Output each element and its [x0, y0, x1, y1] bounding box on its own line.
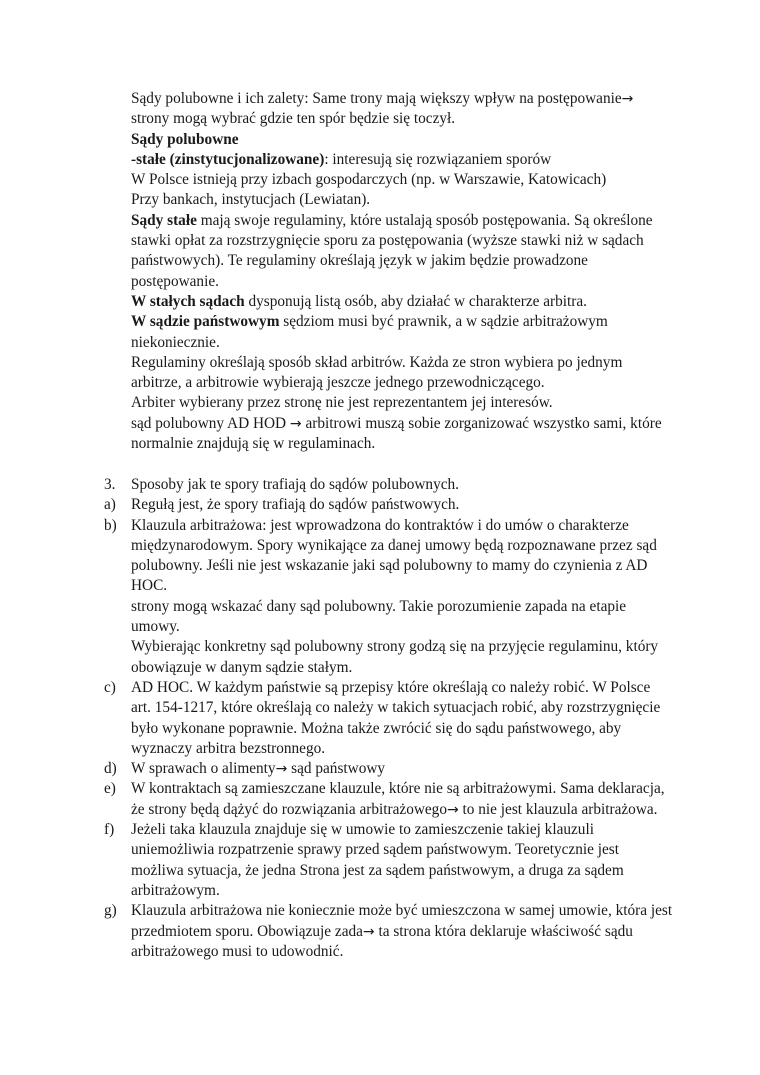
list-item-text: Klauzula arbitrażowa: jest wprowadzona do kontraktów i do umów o charakterze międzynarodowym. Spory wynikające za danej umowy będą rozpoznawane przez sąd polubowny. Jeśli nie jest wskazanie jaki sąd polubowny to mamy do czynienia z AD HOC. strony mogą wskazać dany sąd polubowny. Takie porozumienie zapada na etapie umowy. Wybierając konkretny sąd polubowny strony godzą się na przyjęcie regulaminu, który obowiązuje w danym sądzie stałym. [131, 516, 659, 676]
intro-paragraph-arbiter: Arbiter wybierany przez stronę nie jest reprezentantem jej interesów. [131, 394, 553, 412]
list-item [104, 779, 674, 820]
right-arrow-icon: → [275, 761, 288, 778]
list-marker: b) [104, 516, 117, 534]
right-arrow-icon: → [621, 91, 634, 107]
list-marker: a) [104, 496, 116, 514]
intro-section [131, 89, 671, 454]
list-marker: d) [104, 760, 117, 778]
list-item-text: AD HOC. W każdym państwie są przepisy które określają co należy robić. W Polsce art. 154-1217, które określają co należy w takich sytuacjach robić, aby rozstrzygnięcie było wykonane poprawnie. Można także zwrócić się do sądu państwowego, aby wyznaczy arbitra bezstronnego. [131, 678, 661, 757]
list-item [104, 820, 674, 901]
list-item [104, 759, 674, 779]
list-item [104, 475, 674, 495]
list-item-text: Regułą jest, że spory trafiają do sądów państwowych. [131, 496, 460, 514]
list-marker: 3. [104, 476, 116, 493]
intro-paragraph-zalety: Sądy polubowne i ich zalety: Same trony mają większy wpływ na postępowanie→ strony mogą wybrać gdzie ten spór będzie się toczył. [131, 90, 634, 128]
intro-paragraph-stale: -stałe (zinstytucjonalizowane): interesują się rozwiązaniem sporów [131, 150, 552, 168]
intro-paragraph-banks: Przy bankach, instytucjach (Lewiatan). [131, 191, 371, 209]
list-item-text: W kontraktach są zamieszczane klauzule, które nie są arbitrażowymi. Sama deklaracja, że strony będą dążyć do rozwiązania arbitrażowego→ to nie jest klauzula arbitrażowa. [131, 780, 665, 818]
intro-paragraph-prawnik: W sądzie państwowym sędziom musi być prawnik, a w sądzie arbitrażowym niekoniecznie. [131, 313, 608, 351]
right-arrow-icon: → [289, 415, 302, 432]
list-marker: e) [104, 780, 116, 798]
list-item [104, 495, 674, 515]
list-marker: f) [104, 821, 115, 839]
right-arrow-icon: → [446, 801, 459, 818]
list-item-text: W sprawach o alimenty→ sąd państwowy [131, 760, 386, 778]
list-item-text: Sposoby jak te spory trafiają do sądów polubownych. [131, 476, 459, 493]
list-item [104, 678, 674, 759]
intro-paragraph-adhoc: sąd polubowny AD HOD → arbitrowi muszą sobie zorganizować wszystko sami, które normalnie znajdują się w regulaminach. [131, 414, 662, 453]
section-heading: Sądy polubowne [131, 130, 239, 148]
numbered-list [104, 475, 674, 962]
right-arrow-icon: → [362, 923, 375, 940]
intro-paragraph-regulaminy: Sądy stałe mają swoje regulaminy, które ustalają sposób postępowania. Są określone stawki opłat za rozstrzygnięcie sporu za postępowania (wyższe stawki niż w sądach państwowych). Te regulaminy określają język w jakim będzie prowadzone postępowanie. [131, 211, 653, 290]
intro-paragraph-lista: W stałych sądach dysponują listą osób, aby działać w charakterze arbitra. [131, 292, 587, 310]
intro-paragraph-sklad: Regulaminy określają sposób skład arbitrów. Każda ze stron wybiera po jednym arbitrze, a arbitrowie wybierają jeszcze jednego przewodniczącego. [131, 353, 623, 392]
list-marker: g) [104, 902, 117, 920]
list-item [104, 901, 674, 962]
list-item-text: Klauzula arbitrażowa nie koniecznie może być umieszczona w samej umowie, która jest przedmiotem sporu. Obowiązuje zada→ ta strona która deklaruje właściwość sądu arbitrażowego musi to udowodnić. [131, 902, 673, 960]
intro-paragraph-poland: W Polsce istnieją przy izbach gospodarczych (np. w Warszawie, Katowicach) [131, 171, 607, 189]
list-marker: c) [104, 678, 116, 696]
list-item [104, 516, 674, 678]
list-item-text: Jeżeli taka klauzula znajduje się w umowie to zamieszczenie takiej klauzuli uniemożliwia rozpatrzenie sprawy przed sądem państwowym. Teoretycznie jest możliwa sytuacja, że jedna Strona jest za sądem państwowym, a druga za sądem arbitrażowym. [131, 821, 624, 899]
